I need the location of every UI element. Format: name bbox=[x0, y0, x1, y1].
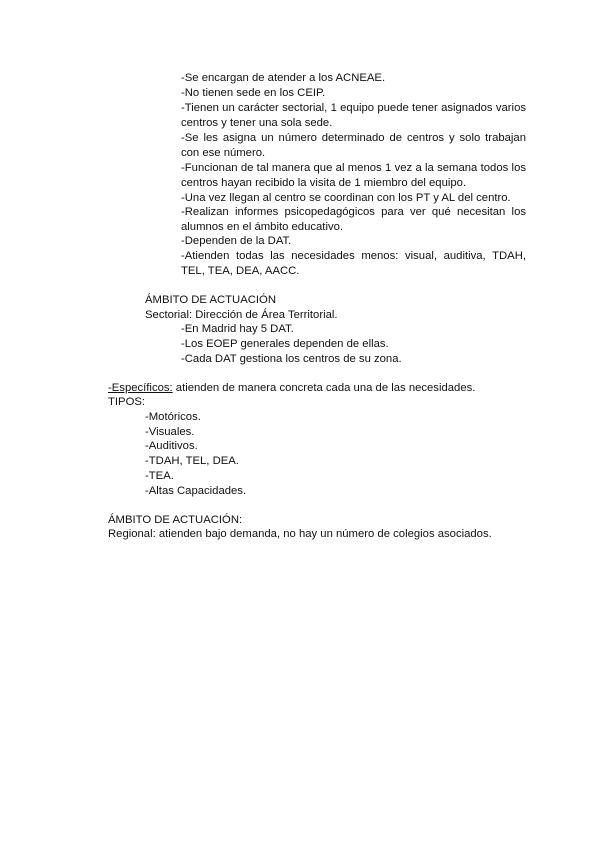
tipo-item: -Auditivos. bbox=[145, 440, 198, 452]
list-item: -Tienen un carácter sectorial, 1 equipo puede tener asignados varios centros y tener una sola sede. bbox=[181, 102, 526, 129]
list-item: -Los EOEP generales dependen de ellas. bbox=[181, 338, 389, 350]
list-item: -Una vez llegan al centro se coordinan con los PT y AL del centro. bbox=[181, 192, 511, 204]
tipos-label: TIPOS: bbox=[108, 396, 146, 408]
tipo-item: -TDAH, TEL, DEA. bbox=[145, 455, 239, 467]
sectorial-text: Sectorial: Dirección de Área Territorial. bbox=[145, 309, 338, 321]
list-item: -Dependen de la DAT. bbox=[181, 235, 292, 247]
especificos-label: -Específicos: bbox=[108, 382, 173, 394]
section-heading: ÁMBITO DE ACTUACIÓN: bbox=[108, 514, 243, 526]
list-item: -Realizan informes psicopedagógicos para ver qué necesitan los alumnos en el ámbito educativo. bbox=[181, 206, 526, 233]
list-item: -Se les asigna un número determinado de centros y solo trabajan con ese número. bbox=[181, 132, 526, 159]
especificos-text: atienden de manera concreta cada una de las necesidades. bbox=[172, 382, 476, 394]
list-item: -En Madrid hay 5 DAT. bbox=[181, 323, 294, 335]
regional-text: Regional: atienden bajo demanda, no hay un número de colegios asociados. bbox=[108, 528, 492, 540]
list-item: -Funcionan de tal manera que al menos 1 vez a la semana todos los centros hayan recibido la visita de 1 miembro del equipo. bbox=[181, 162, 526, 189]
section-heading: ÁMBITO DE ACTUACIÓN bbox=[145, 294, 276, 306]
list-item: -No tienen sede en los CEIP. bbox=[181, 87, 326, 99]
tipo-item: -TEA. bbox=[145, 470, 174, 482]
list-item: -Cada DAT gestiona los centros de su zona. bbox=[181, 353, 402, 365]
list-item: -Atienden todas las necesidades menos: visual, auditiva, TDAH, TEL, TEA, DEA, AACC. bbox=[181, 250, 526, 277]
tipo-item: -Altas Capacidades. bbox=[145, 485, 247, 497]
tipo-item: -Motóricos. bbox=[145, 411, 201, 423]
especificos-paragraph bbox=[108, 381, 475, 396]
list-item: -Se encargan de atender a los ACNEAE. bbox=[181, 72, 386, 84]
tipo-item: -Visuales. bbox=[145, 426, 195, 438]
